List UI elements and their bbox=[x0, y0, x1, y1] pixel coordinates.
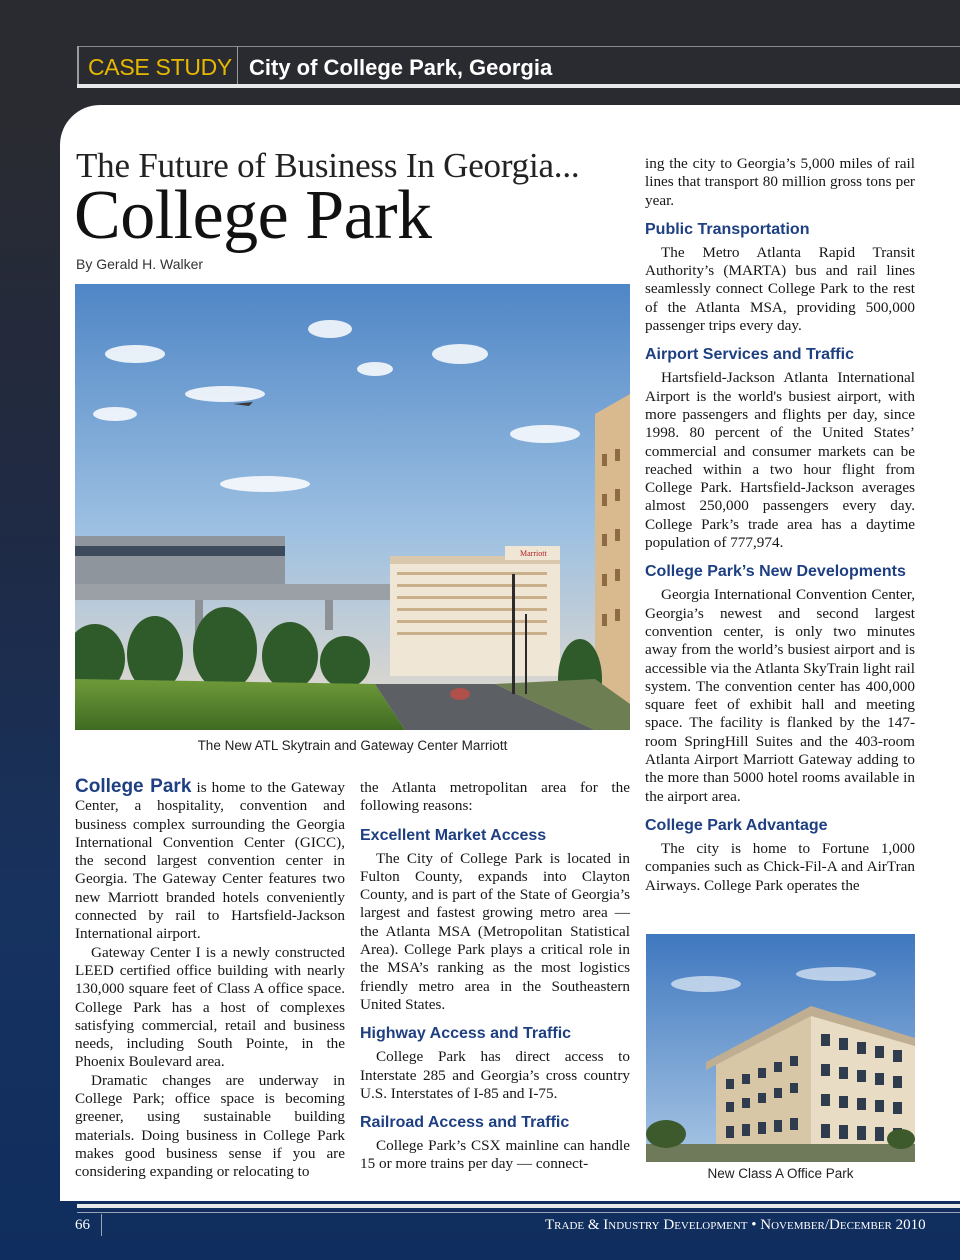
heading-railroad-access: Railroad Access and Traffic bbox=[360, 1114, 570, 1132]
publication-line: Trade & Industry Development • November/December 2010 bbox=[545, 1217, 926, 1233]
col2-paragraph-2: College Park has direct access to Interstate 285 and Georgia’s cross country U.S. Interstates of I-85 and I-75. bbox=[360, 1048, 630, 1102]
heading-public-transportation: Public Transportation bbox=[645, 220, 810, 238]
office-park-photo bbox=[646, 934, 915, 1162]
svg-text:Marriott: Marriott bbox=[520, 549, 547, 558]
article-kicker: The Future of Business In Georgia... bbox=[76, 146, 580, 185]
lead-in: College Park bbox=[75, 776, 192, 797]
heading-new-developments: College Park’s New Developments bbox=[645, 563, 906, 581]
col2-paragraph-3: College Park’s CSX mainline can handle 15 or more trains per day — connect- bbox=[360, 1137, 630, 1173]
col1-paragraph-1 bbox=[75, 778, 345, 944]
skytrain-marriott-photo bbox=[75, 284, 630, 730]
header-divider bbox=[237, 46, 238, 84]
footer-rule bbox=[77, 1212, 960, 1213]
article-column-3 bbox=[645, 155, 915, 895]
footer-rule-thick bbox=[77, 1204, 960, 1208]
col3-paragraph-4: The city is home to Fortune 1,000 companies such as Chick-Fil-A and AirTran Airways. College Park operates the bbox=[645, 839, 915, 894]
col3-paragraph-2: Hartsfield-Jackson Atlanta International Airport is the world's busiest airport, with more passengers and flights per day, since 1998. 80 percent of the United States’ commercial and consumer markets can be reached within a two hour flight from College Park. Hartsfield-Jackson averages almost 250,000 passengers every day. College Park’s trade area has a daytime population of 777,974. bbox=[645, 369, 915, 552]
col3-paragraph-0: ing the city to Georgia’s 5,000 miles of rail lines that transport 80 million gross tons per year. bbox=[645, 155, 915, 209]
article-column-2 bbox=[360, 779, 630, 1174]
main-photo-caption: The New ATL Skytrain and Gateway Center Marriott bbox=[197, 738, 508, 753]
col1-paragraph-3: Dramatic changes are underway in College Park; office space is becoming greener, using sustainable building materials. Doing business in College Park makes good business sense if you are considering expanding or relocating to bbox=[75, 1071, 345, 1181]
header-rule-thick bbox=[77, 84, 960, 88]
header-rule bbox=[77, 46, 960, 47]
footer-divider bbox=[101, 1214, 102, 1236]
col2-paragraph-1: The City of College Park is located in Fulton County, expands into Clayton County, and is part of the State of Georgia’s largest and fastest growing metro area — the Atlanta MSA (Metropolitan Statistical Area). College Park plays a critical role in the MSA’s ranking as the most logistics friendly metro area in the Southeastern United States. bbox=[360, 849, 630, 1013]
article-byline: By Gerald H. Walker bbox=[76, 256, 204, 272]
heading-airport-services: Airport Services and Traffic bbox=[645, 346, 854, 364]
col3-paragraph-1: The Metro Atlanta Rapid Transit Authority’s (MARTA) bus and rail lines seamlessly connect College Park to the rest of the Atlanta MSA, providing 500,000 passenger trips every day. bbox=[645, 243, 915, 335]
header-divider-left bbox=[77, 46, 79, 88]
col2-paragraph-0: the Atlanta metropolitan area for the following reasons: bbox=[360, 779, 630, 815]
col1-paragraph-1-text: is home to the Gateway Center, a hospitality, convention and business complex surrounding the Georgia International Convention Center (GICC), the second largest convention center in Georgia. The Gateway Center features two new Marriott branded hotels conveniently connected by rail to Hartsfield-Jackson International airport. bbox=[75, 779, 345, 943]
col1-paragraph-2: Gateway Center I is a newly constructed LEED certified office building with nearly 130,000 square feet of Class A office space. College Park has a host of complexes satisfying commercial, retail and business needs, including South Pointe, in the Phoenix Boulevard area. bbox=[75, 943, 345, 1071]
page-number: 66 bbox=[75, 1217, 90, 1233]
article-headline: College Park bbox=[74, 177, 432, 254]
heading-market-access: Excellent Market Access bbox=[360, 826, 547, 844]
article-column-1 bbox=[75, 778, 345, 1182]
heading-highway-access: Highway Access and Traffic bbox=[360, 1025, 572, 1043]
col3-paragraph-3: Georgia International Convention Center, Georgia’s newest and second largest convention center, is only two minutes away from the world’s busiest airport and is accessible via the Atlanta SkyTrain light rail system. The convention center has 400,000 square feet of exhibit hall and meeting space. The facility is flanked by the 147-room SpringHill Suites and the 403-room Atlanta Airport Marriott Gateway adding to the more than 5000 hotel rooms available in the airport area. bbox=[645, 586, 915, 805]
heading-college-park-advantage: College Park Advantage bbox=[645, 816, 828, 834]
office-photo-caption: New Class A Office Park bbox=[707, 1166, 854, 1181]
header-title: City of College Park, Georgia bbox=[249, 55, 553, 80]
section-label: CASE STUDY bbox=[88, 54, 232, 80]
